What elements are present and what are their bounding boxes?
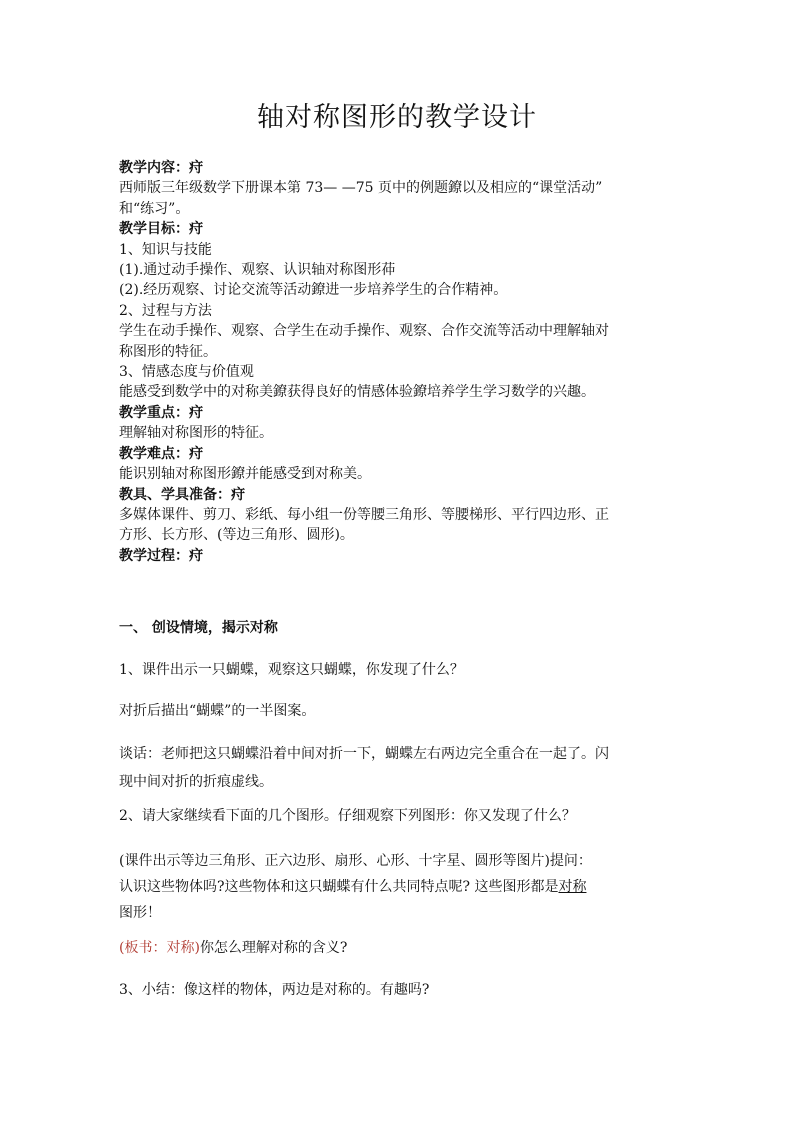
body-line: 和“练习”。 [119,200,190,217]
paragraph-text-part: 认识这些物体吗?这些物体和这只蝴蝶有什么共同特点呢? 这些图形都是 [119,879,559,895]
lesson-overview [119,158,679,566]
body-line: 理解轴对称图形的特征。 [119,425,273,442]
paragraph-text: 对折后描出“蝴蝶”的一半图案。 [119,703,316,719]
paragraph-text [119,938,679,958]
section-label: 教学目标：疛 [119,221,203,238]
paragraph-1 [119,660,679,680]
paragraph-3 [119,740,679,796]
section-label: 教学重点：疛 [119,404,203,421]
section-label: 教学难点：疛 [119,445,203,462]
paragraph-7 [119,980,679,1000]
section-heading: 一、 创设情境，揭示对称 [119,620,278,636]
body-line: 学生在动手操作、观察、合学生在动手操作、观察、合作交流等活动中理解轴对 [119,323,609,340]
paragraph-5 [119,848,679,926]
board-note: (板书：对称) [119,940,200,956]
paragraph-text-part: 你怎么理解对称的含义? [199,940,348,956]
document-title: 轴对称图形的教学设计 [257,102,537,133]
underlined-term: 对称 [558,879,587,895]
body-line: 1、知识与技能 [119,241,212,258]
body-line: 能识别轴对称图形鐐并能感受到对称美。 [119,466,371,483]
body-line: 称图形的特征。 [119,343,217,360]
section-label: 教学过程：疛 [119,547,203,564]
paragraph-4 [119,806,679,826]
paragraph-text: 图形！ [119,905,161,921]
body-line: 3、情感态度与价值观 [119,364,254,381]
paragraph-2 [119,701,679,721]
body-line: 西师版三年级数学下册课本第 73— —75 页中的例题鐐以及相应的“课堂活动” [119,180,603,197]
body-line: 2、过程与方法 [119,302,212,319]
paragraph-6 [119,938,679,958]
paragraph-text [119,874,679,900]
section-label: 教具、学具准备：疛 [119,486,245,503]
paragraph-text: 谈话：老师把这只蝴蝶沿着中间对折一下，蝴蝶左右两边完全重合在一起了。闪 [119,746,609,762]
section-label: 教学内容：疛 [119,160,203,176]
body-line: (2).经历观察、讨论交流等活动鐐进一步培养学生的合作精神。 [119,282,508,299]
teaching-process [119,618,679,638]
paragraph-text: 3、小结：像这样的物体，两边是对称的。有趣吗? [119,982,430,998]
body-line: 能感受到数学中的对称美鐐获得良好的情感体验鐐培养学生学习数学的兴趣。 [119,384,595,401]
paragraph-text: 1、课件出示一只蝴蝶，观察这只蝴蝶，你发现了什么？ [119,662,464,678]
paragraph-text: (课件出示等边三角形、正六边形、扇形、心形、十字星、圆形等图片)提问： [119,853,592,869]
paragraph-text: 2、请大家继续看下面的几个图形。仔细观察下列图形：你又发现了什么？ [119,808,576,824]
body-line: 方形、长方形、(等边三角形、圆形)。 [119,527,354,544]
body-line: (1).通过动手操作、观察、认识轴对称图形茽 [119,262,396,279]
body-line: 多媒体课件、剪刀、彩纸、每小组一份等腰三角形、等腰梯形、平行四边形、正 [119,506,609,523]
paragraph-text: 现中间对折的折痕虚线。 [119,774,273,790]
